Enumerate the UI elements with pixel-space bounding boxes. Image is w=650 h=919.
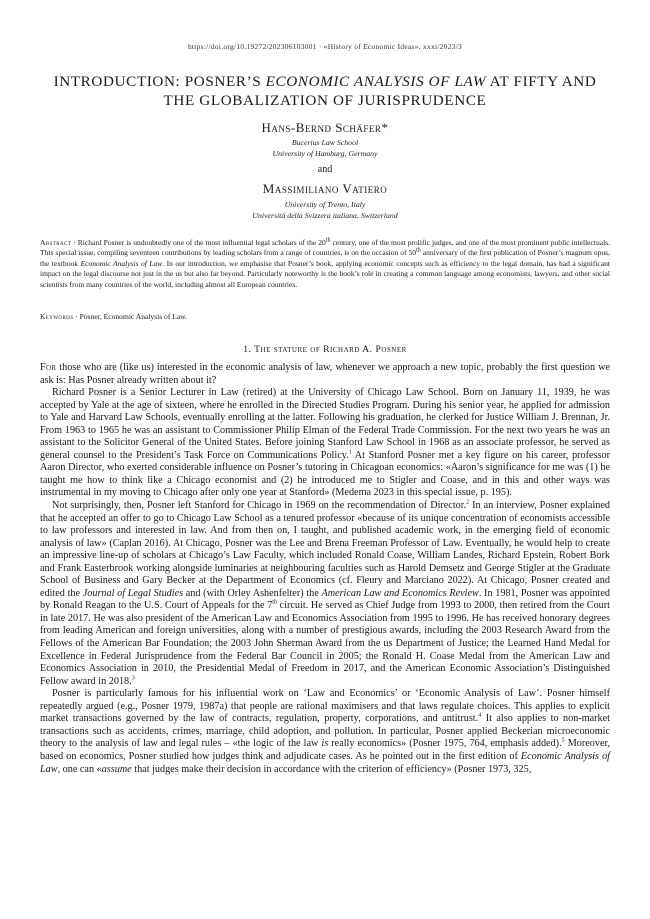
paragraph-text: those who are (like us) interested in the economic analysis of law, whenever we approach a new topic, probably the first question we ask is: Has Posner already written about it?: [40, 362, 610, 386]
article-title: [40, 72, 610, 110]
title-line1-pre: INTRODUCTION: POSNER’S: [53, 73, 266, 90]
paragraph-3: [40, 500, 610, 688]
author-2-name: Massimiliano Vatiero: [262, 181, 388, 196]
paragraph-italic: American Law and Economics Review: [321, 587, 479, 599]
superscript: th: [272, 600, 277, 606]
abstract-superscript: th: [325, 237, 331, 244]
paragraph-text: Moreover, based on economics, Posner studied how judges think and adjudicate cases. As he pointed out in the first edition of: [40, 738, 611, 762]
paragraph-text: , one can «: [57, 763, 102, 775]
footnote-ref: 2: [466, 499, 470, 506]
abstract-label: Abstract: [40, 238, 72, 247]
author-2-affiliation-2: Università della Svizzera italiana, Switzerland: [252, 211, 398, 220]
paragraph-text: Not surprisingly, then, Posner left Stanford for Chicago in 1969 on the recommendation of Director.: [52, 500, 467, 512]
paragraph-1: [40, 362, 610, 387]
paragraph-text: really economics» (Posner 1975, 764, emphasis added).: [328, 738, 562, 750]
and-separator: and: [317, 164, 333, 175]
paragraph-text: circuit. He served as Chief Judge from 1993 to 2000, then retired from the Court in late 2017. He was also president of the American Law and Economics Association from 1995 to 1996. He has received honorary degrees from leading American and foreign universities, along with a number of prestigious awards, including the 2003 Research Award from the Fellows of the American Bar Foundation; the 2003 John Sherman Award from the us Department of Justice; the Learned Hand Medal for Excellence in Federal Jurisprudence from the Federal Bar Council in 2005; the Ronald H. Coase Medal from the American Law and Economics Association in 2010, the Presidential Medal of Freedom in 2017, and the American Economic Association’s Distinguished Fellow award in 2018.: [40, 600, 610, 687]
paragraph-text: Posner is particularly famous for his influential work on ‘Law and Economics’ or ‘Economic Analysis of Law’. Posner himself repeatedly argued (e.g., Posner 1979, 1987a) that people are rational maximisers and that laws regulate choices. This applies to explicit market transactions governed by the law of contracts, regulation, property, corporations, and antitrust.: [40, 688, 610, 725]
body-text: [40, 362, 610, 776]
paragraph-italic: Economic Analysis of Law: [40, 750, 610, 775]
paragraph-italic: Journal of Legal Studies: [82, 587, 184, 599]
keywords-label: Keywords: [40, 312, 74, 321]
author-1: [0, 120, 650, 136]
section-heading: 1. The stature of Richard A. Posner: [243, 344, 407, 355]
paragraph-text: Richard Posner is a Senior Lecturer in Law (retired) at the University of Chicago Law School. Born on January 11, 1939, he was accepted by Yale at the age of sixteen, where he enrolled in the Directed Studies Program. During his senior year, he applied for admission to Yale and Harvard Law Schools, eventually enrolling at the latter. Following his graduation, he clerked for Justice William J. Brennan, Jr. From 1963 to 1965 he was an assistant to Commissioner Philip Elman of the Federal Trade Commission. For the next two years he was an assistant to the Solicitor General of the United States. Before joining Stanford Law School in 1968 as an associate professor, he served as general counsel to the President’s Task Force on Communications Policy.: [40, 387, 610, 461]
title-line1-post: AT FIFTY AND: [486, 73, 597, 90]
paragraph-italic: is: [321, 738, 329, 750]
running-head: https://doi.org/10.19272/202306103001 · «History of Economic Ideas», xxxi/2023/3: [187, 42, 463, 51]
abstract-text: · Richard Posner is undoubtedly one of the most influential legal scholars of the 20: [71, 238, 326, 247]
paragraph-2: [40, 387, 610, 500]
keywords-text: · Posner, Economic Analysis of Law.: [73, 312, 188, 321]
footnote-ref: 1: [348, 449, 352, 456]
footnote-ref: 3: [131, 675, 135, 682]
abstract-italic: Economic Analysis of Law: [80, 258, 163, 268]
abstract-text: anniversary of the first publication of Posner’s magnum opus, the textbook: [40, 248, 611, 268]
abstract-superscript: th: [416, 247, 421, 254]
author-1-footnote-mark: *: [381, 120, 389, 135]
author-1-name: Hans-Bernd Schäfer: [261, 120, 382, 135]
paragraph-text: It also applies to non-market transactions such as accidents, crimes, marriage, child adoption, and pollution. In particular, Posner applied Beckerian microeconomic theory to the analysis of law and legal rules – «the logic of the law: [40, 713, 611, 750]
paragraph-text: In an interview, Posner explained that he accepted an offer to go to Chicago Law School as a tenured professor «because of its unique concentration of economists accessible to law professors and interested in law. And from then on, I taught, and published academic work, in the emerging field of economic analysis of law» (Caplan 2016). At Chicago, Posner was the Lee and Brena Freeman Professor of Law. Eventually, he would help to create an impressive line-up of scholars at Chicago’s Law Faculty, which included Ronald Coase, William Landes, Richard Epstein, Robert Bork and Frank Easterbrook working alongside luminaries at neighbouring faculties such as Harold Demsetz and George Stigler at the Graduate School of Business and Gary Becker at the Department of Economics (cf. Fleury and Marciano 2022). At Chicago, Posner created and edited the: [40, 500, 610, 599]
paragraph-text: that judges make their decision in accordance with the criterion of efficiency» (Posner 1973, 325,: [131, 763, 532, 775]
author-2-affiliation-1: University of Trento, Italy: [284, 200, 366, 209]
footnote-ref: 5: [561, 738, 565, 745]
keywords: [40, 312, 610, 322]
footnote-ref: 4: [478, 712, 482, 719]
abstract-text: . In our introduction, we emphasise that Posner’s book, applying economic concepts such as efficiency to the legal domain, has had a significant impact on the legal discourse not just in the us but also far beyond. Particularly noteworthy is the book’s role in creating a common language among economists, lawyers, and other social scientists from many countries of the world, including almost all European countries.: [40, 258, 610, 289]
title-line2: THE GLOBALIZATION OF JURISPRUDENCE: [163, 92, 487, 109]
author-1-affiliation-2: University of Hamburg, Germany: [272, 149, 378, 158]
paragraph-text: and (with Orley Ashenfelter) the: [183, 587, 322, 599]
author-1-affiliation-1: Bucerius Law School: [291, 138, 359, 147]
title-line1-italic: ECONOMIC ANALYSIS OF LAW: [265, 73, 487, 90]
paragraph-4: [40, 688, 610, 776]
paragraph-text: . In 1981, Posner was appointed by Ronald Reagan to the U.S. Court of Appeals for the 7: [40, 587, 610, 612]
paragraph-lead: For: [40, 362, 57, 373]
paragraph-italic: assume: [101, 763, 132, 775]
paragraph-text: At Stanford Posner met a key figure on his career, professor Aaron Director, who exerted considerable influence on Posner’s tutoring in Chicagoan economics: «Aaron’s significance for me was (1) he taught me how to think like a Chicago economist and (2) he introduced me to Stigler and Coase, and in this and other ways was instrumental in my moving to Chicago after only one year at Stanford» (Medema 2023 in this special issue, p. 195).: [40, 449, 610, 499]
abstract: [40, 238, 610, 290]
abstract-text: century, one of the most prolific judges, and one of the most prominent public intellectuals. This special issue, compiling seventeen contributions by leading scholars from a range of countries, is on the occasion of 50: [40, 238, 610, 258]
